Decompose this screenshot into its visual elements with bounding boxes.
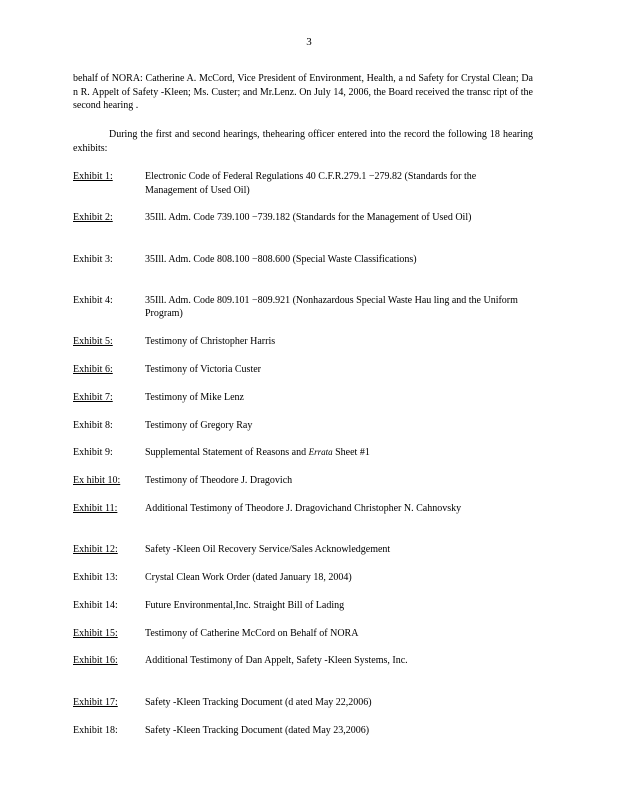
exhibit-label: Exhibit 11:	[73, 502, 118, 514]
exhibit-description	[145, 363, 530, 391]
exhibit-label: Exhibit 7:	[73, 391, 113, 403]
exhibit-item	[73, 571, 543, 599]
exhibit-description-after: Sheet #1	[335, 447, 370, 459]
exhibit-description-text: 35Ill. Adm. Code 809.101 −809.921 (Nonhazardous Special Waste Hau ling and the Uniform Program)	[145, 294, 518, 320]
exhibit-description	[145, 571, 530, 599]
exhibit-description	[145, 335, 530, 363]
exhibit-label: Exhibit 3:	[73, 253, 113, 265]
exhibit-description	[145, 474, 530, 502]
exhibit-label: Ex hibit 10:	[73, 475, 121, 487]
exhibit-description-text: Additional Testimony of Dan Appelt, Safety -Kleen Systems, Inc.	[145, 655, 408, 667]
exhibit-item	[73, 627, 543, 655]
exhibit-description	[145, 724, 530, 752]
exhibit-label: Exhibit 17:	[73, 696, 118, 708]
exhibit-description	[145, 253, 530, 294]
exhibit-description-text: Crystal Clean Work Order (dated January 18, 2004)	[145, 572, 352, 584]
exhibit-description	[145, 391, 530, 419]
exhibit-description	[145, 502, 530, 543]
exhibit-label: Exhibit 13:	[73, 572, 118, 584]
exhibit-item	[73, 696, 543, 724]
exhibit-label: Exhibit 15:	[73, 627, 118, 639]
page-number: 3	[306, 36, 312, 48]
exhibit-description	[145, 170, 530, 211]
exhibit-description	[145, 654, 530, 695]
exhibit-description	[145, 543, 530, 571]
exhibit-label: Exhibit 9:	[73, 447, 113, 459]
exhibit-item	[73, 170, 543, 211]
exhibit-description-text: Supplemental Statement of Reasons and	[145, 447, 307, 459]
exhibit-item	[73, 446, 543, 474]
exhibit-item	[73, 211, 543, 252]
exhibit-item	[73, 724, 543, 752]
exhibit-item	[73, 654, 543, 695]
exhibit-description-text: Safety -Kleen Tracking Document (d ated May 22,2006)	[145, 696, 372, 708]
exhibit-description	[145, 419, 530, 447]
exhibit-description-text: 35Ill. Adm. Code 808.100 −808.600 (Special Waste Classifications)	[145, 253, 417, 265]
exhibit-description	[145, 446, 530, 474]
exhibit-description-text: Electronic Code of Federal Regulations 40 C.F.R.279.1 −279.82 (Standards for the Management of Used Oil)	[145, 171, 477, 196]
exhibit-description-text: Testimony of Mike Lenz	[145, 391, 244, 403]
exhibit-item	[73, 502, 543, 543]
exhibit-description-text: Testimony of Victoria Custer	[145, 363, 261, 375]
exhibit-item	[73, 363, 543, 391]
exhibit-description-text: Testimony of Theodore J. Dragovich	[145, 475, 293, 487]
exhibit-description	[145, 627, 530, 655]
exhibit-item	[73, 294, 543, 335]
exhibit-item	[73, 419, 543, 447]
exhibit-description-text: Future Environmental,Inc. Straight Bill of Lading	[145, 599, 345, 611]
exhibit-label: Exhibit 2:	[73, 212, 113, 224]
exhibit-description-text: Testimony of Catherine McCord on Behalf of NORA	[145, 627, 359, 639]
exhibit-label: Exhibit 12:	[73, 544, 118, 556]
exhibit-description-text: Safety -Kleen Tracking Document (dated May 23,2006)	[145, 724, 370, 736]
exhibit-description-text: Testimony of Gregory Ray	[145, 419, 253, 431]
exhibit-description-text: 35Ill. Adm. Code 739.100 −739.182 (Standards for the Management of Used Oil)	[145, 212, 472, 224]
exhibit-label: Exhibit 1:	[73, 171, 113, 182]
exhibit-item	[73, 599, 543, 627]
exhibit-item	[73, 543, 543, 571]
exhibit-item	[73, 391, 543, 419]
exhibit-description-italic: Errata	[308, 447, 333, 458]
exhibit-label: Exhibit 8:	[73, 419, 113, 431]
exhibit-item	[73, 335, 543, 363]
exhibit-label: Exhibit 4:	[73, 294, 113, 306]
exhibit-description	[145, 211, 530, 252]
exhibit-item	[73, 474, 543, 502]
exhibit-description-text: Testimony of Christopher Harris	[145, 336, 276, 348]
intro-paragraph: behalf of NORA: Catherine A. McCord, Vice President of Environment, Health, a nd Safety for Crystal Clean; Da n R. Appelt of Safety -Kleen; Ms. Custer; and Mr.Lenz. On July 14, 2006, the Board received the transc ript of the second hearing .	[73, 73, 533, 111]
exhibit-label: Exhibit 16:	[73, 655, 118, 667]
exhibit-item	[73, 253, 543, 294]
exhibit-label: Exhibit 5:	[73, 336, 113, 348]
exhibit-label: Exhibit 14:	[73, 599, 118, 611]
exhibit-label: Exhibit 6:	[73, 363, 113, 375]
exhibit-description	[145, 696, 530, 724]
exhibit-description-text: Additional Testimony of Theodore J. Dragovichand Christopher N. Cahnovsky	[145, 502, 462, 514]
exhibit-description	[145, 294, 530, 335]
exhibit-list	[73, 170, 543, 751]
exhibit-description-text: Safety -Kleen Oil Recovery Service/Sales Acknowledgement	[145, 544, 391, 556]
exhibit-description	[145, 599, 530, 627]
exhibits-lead-paragraph: During the first and second hearings, thehearing officer entered into the record the following 18 hearing exhibits:	[73, 129, 533, 154]
exhibit-label: Exhibit 18:	[73, 724, 118, 736]
